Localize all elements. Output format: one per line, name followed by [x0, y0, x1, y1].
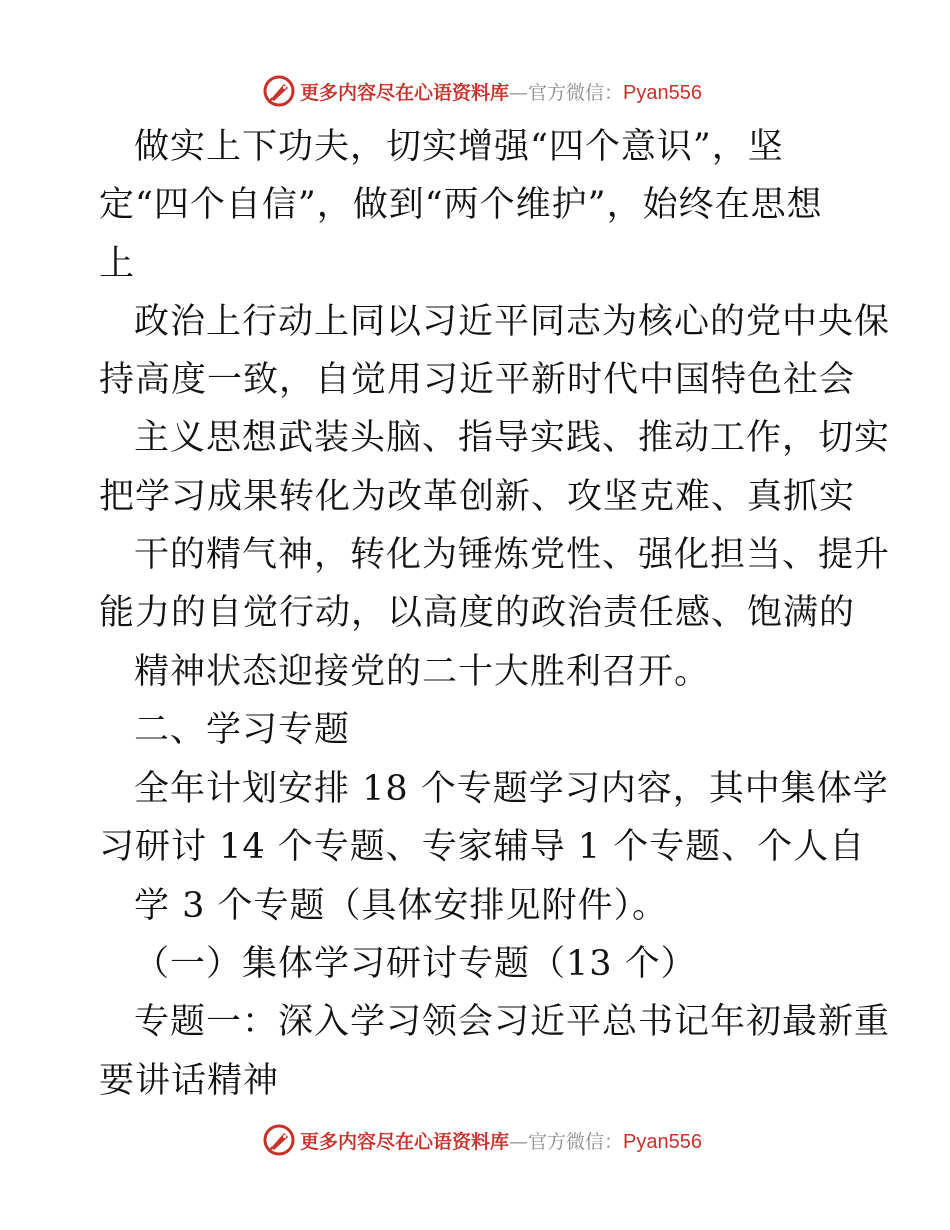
body-line: 做实上下功夫，切实增强“四个意识”，坚 [134, 127, 784, 167]
body-line: 定“四个自信”，做到“两个维护”，始终在思想 [99, 185, 823, 225]
body-line: 持高度一致，自觉用习近平新时代中国特色社会 [99, 360, 856, 400]
banner-dash: — [509, 81, 529, 104]
body-line: 全年计划安排 18 个专题学习内容，其中集体学 [134, 769, 889, 809]
body-line: 能力的自觉行动，以高度的政治责任感、饱满的 [99, 593, 856, 633]
banner-wechat-id: Pyan556 [623, 1130, 702, 1153]
footer-banner [0, 1120, 950, 1160]
body-line: 专题一：深入学习领会习近平总书记年初最新重 [134, 1002, 891, 1042]
body-line: 政治上行动上同以习近平同志为核心的党中央保 [134, 302, 891, 342]
banner-promo: 更多内容尽在心语资料库 [300, 1130, 510, 1153]
banner-wechat-id: Pyan556 [623, 81, 702, 104]
banner-wechat-label: 官方微信： [528, 1130, 624, 1153]
banner-text [300, 1127, 702, 1154]
body-line: 学 3 个专题（具体安排见附件）。 [134, 886, 669, 926]
body-line: 上 [99, 244, 136, 284]
body-line: 要讲话精神 [99, 1061, 280, 1101]
body-line: 干的精气神，转化为锤炼党性、强化担当、提升 [134, 535, 891, 575]
banner-promo: 更多内容尽在心语资料库 [300, 81, 510, 104]
banner-dash: — [509, 1130, 529, 1153]
header-banner [0, 71, 950, 111]
pen-nib-logo-icon [262, 1123, 296, 1157]
banner-text [300, 78, 702, 105]
banner-content [262, 74, 702, 108]
body-line: 主义思想武装头脑、指导实践、推动工作，切实 [134, 418, 891, 458]
body-line: 把学习成果转化为改革创新、攻坚克难、真抓实 [99, 477, 856, 517]
pen-nib-logo-icon [262, 74, 296, 108]
subsection-heading: （一）集体学习研讨专题（13 个） [134, 944, 697, 984]
section-heading: 二、学习专题 [134, 710, 351, 750]
body-line: 习研讨 14 个专题、专家辅导 1 个专题、个人自 [99, 827, 866, 867]
banner-content [262, 1123, 702, 1157]
body-line: 精神状态迎接党的二十大胜利召开。 [134, 652, 711, 692]
banner-wechat-label: 官方微信： [528, 81, 624, 104]
